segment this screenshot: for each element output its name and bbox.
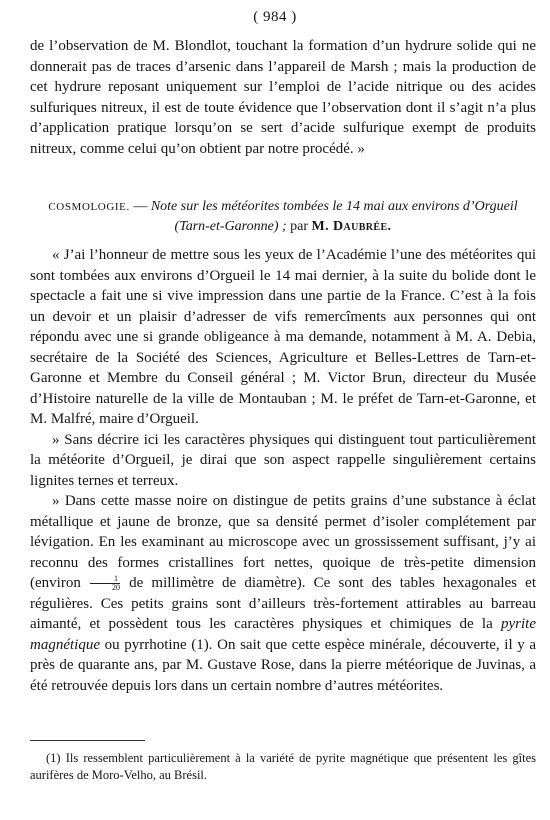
paragraph-2: » Sans décrire ici les caractères physiques qui distinguent tout particulièrement la météorite d’Orgueil, je dirai que son aspect rappelle singulièrement certains lignites ternes et terreux. [30, 431, 536, 489]
footnote [30, 750, 536, 784]
footnote-rule [30, 740, 145, 741]
section-author: M. Daubrée. [311, 219, 392, 234]
section-dash: — [129, 199, 151, 214]
paragraph-3-emphasis: pyrite magnétique [30, 616, 536, 653]
section-rubric: COSMOLOGIE. [48, 201, 130, 213]
continuation-paragraph [30, 36, 536, 159]
fraction [90, 575, 120, 592]
paragraph-1: « J’ai l’honneur de mettre sous les yeux de l’Académie l’une des météorites qui sont tombées aux environs d’Orgueil le 14 mai dernier, à la suite du bolide dont le spectacle a fait une si vive impression dans une partie de la France. C’est à la fois un devoir et un plaisir d’adresser de vifs remercîments aux personnes qui ont répondu avec une si grande obligeance à ma demande, notamment à M. A. Debia, secrétaire de la Société des Sciences, Agriculture et Belles-Lettres de Tarn-et-Garonne et Membre du Conseil général ; M. Victor Brun, directeur du Musée d’Histoire naturelle de la ville de Montauban ; M. le préfet de Tarn-et-Garonne, et M. Malfré, maire d’Orgueil. [30, 247, 536, 427]
paragraph-3 [30, 491, 536, 696]
continuation-text: de l’observation de M. Blondlot, touchant la formation d’un hydrure solide qui ne donnerait pas de traces d’arsenic dans l’appareil de Marsh ; mais la production de cet hydrure reposant uniquement sur l’emploi de l’acide nitrique ou des acides sulfuriques nitreux, il est de toute évidence que l’observation dont il s’agit n’a plus d’application pratique lorsqu’on se sert d’acide sulfurique exempt de produits nitreux, comme celui qu’on obtient par notre procédé. » [30, 38, 536, 157]
section-by: par [286, 219, 312, 234]
fraction-denominator: 20 [111, 583, 120, 593]
paragraph-3-part-c: ou pyrrhotine (1). On sait que cette espèce minérale, découverte, il y a près de quarante ans, par M. Gustave Rose, dans la pierre météorique de Juvinas, a été retrouvée depuis lors dans un certain nombre d’autres météorites. [30, 636, 536, 694]
paragraph-3-part-b: de millimètre de diamètre). Ce sont des tables hexagonales et régulières. Ces petits grains sont d’ailleurs très-fortement attirables au barreau aimanté, et possèdent tous les caractères physiques et chimiques de la [30, 575, 536, 632]
section-title: Note sur les météorites tombées le 14 mai aux environs d’Orgueil (Tarn-et-Garonne) ; [150, 199, 518, 234]
fraction-numerator: 1 [90, 575, 120, 584]
section-heading [30, 197, 536, 237]
article-body [30, 245, 536, 696]
page-number: ( 984 ) [253, 9, 297, 25]
paragraph-3-part-a: » Dans cette masse noire on distingue de petits grains d’une substance à éclat métallique et jaune de bronze, que sa densité permet d’isoler complétement par lévigation. En les examinant au microscope avec un grossissement suffisant, j’y ai reconnu des formes cristallines fort nettes, quoique de très-petite dimension (environ [30, 493, 536, 591]
footnote-text: (1) Ils ressemblent particulièrement à la variété de pyrite magnétique que présentent les gîtes aurifères de Moro-Velho, au Brésil. [30, 751, 536, 782]
